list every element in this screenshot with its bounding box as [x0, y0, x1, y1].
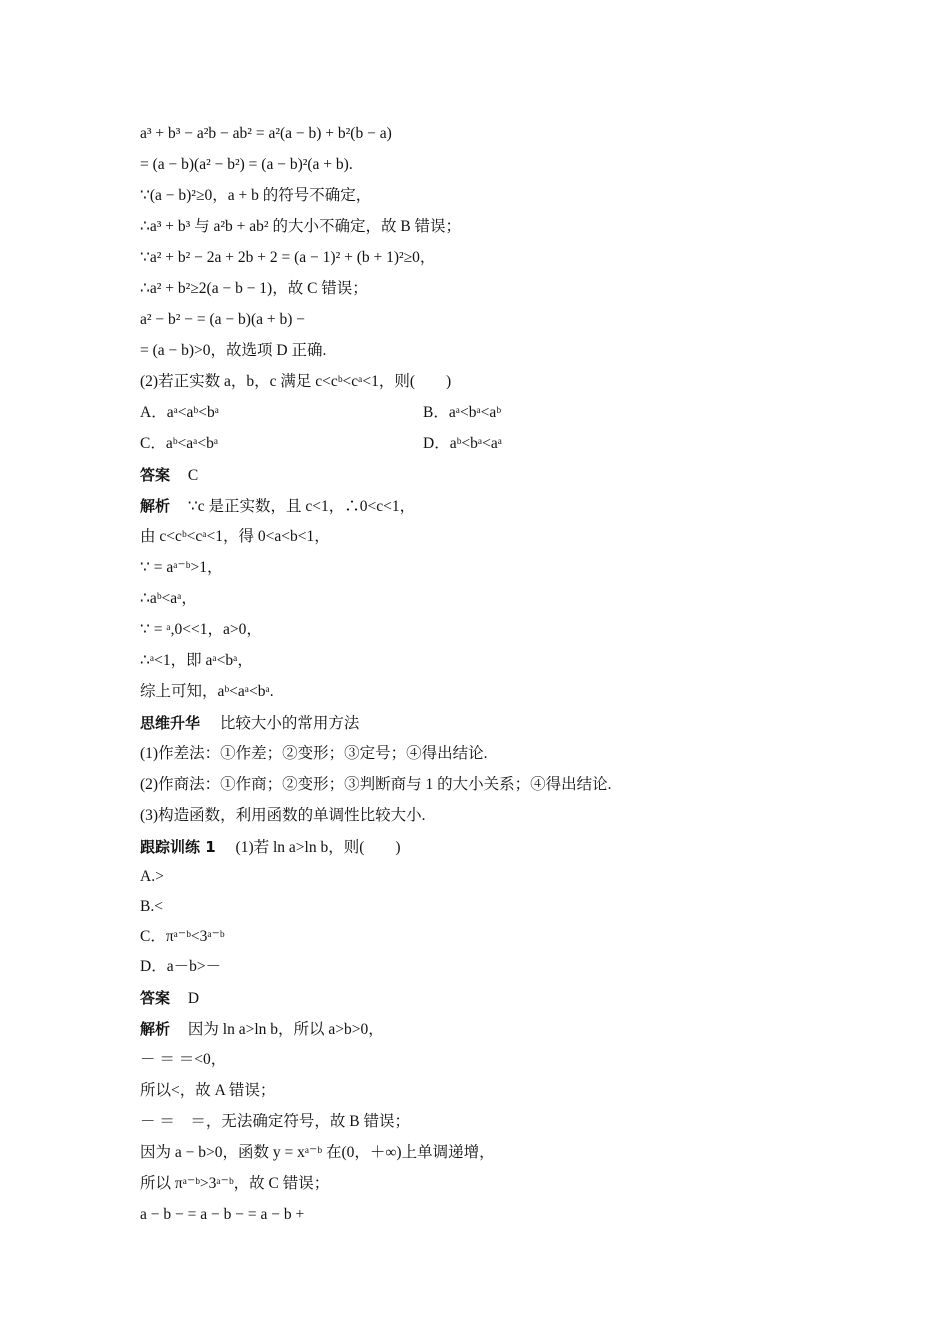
- option-row: [140, 434, 840, 454]
- text-line: 由 c<cᵇ<cᵃ<1，得 0<a<b<1，: [140, 528, 330, 545]
- text-line: － ＝ ＝<0，: [140, 1051, 227, 1068]
- practice-title: 跟踪训练 1: [140, 838, 216, 856]
- answer-line: [140, 465, 198, 486]
- text-line: a − b − = a − b − = a − b +: [140, 1206, 305, 1223]
- answer-label: 答案: [140, 989, 171, 1007]
- practice-heading: [140, 837, 401, 858]
- text-line: ∴a² + b²≥2(a − b − 1)，故 C 错误；: [140, 280, 368, 297]
- option-b: B．aᵃ<bᵃ<aᵇ: [423, 404, 502, 421]
- option-d: D．aᵇ<bᵃ<aᵃ: [423, 435, 502, 452]
- text-line: 所以 πᵃ⁻ᵇ>3ᵃ⁻ᵇ，故 C 错误；: [140, 1175, 330, 1192]
- summary-title: 思维升华: [140, 714, 201, 732]
- analysis-text: ∵c 是正实数，且 c<1，∴0<c<1，: [187, 498, 416, 515]
- analysis-label: 解析: [140, 1020, 171, 1038]
- text-line: = (a − b)>0，故选项 D 正确.: [140, 342, 327, 359]
- text-line: ∵ = ᵃ,0<<1，a>0，: [140, 621, 262, 638]
- text-line: ∵ = aᵃ⁻ᵇ>1，: [140, 559, 223, 576]
- text-line: 综上可知，aᵇ<aᵃ<bᵃ.: [140, 683, 274, 700]
- text-line: a² − b² − = (a − b)(a + b) −: [140, 311, 306, 328]
- text-line: － ＝ ＝，无法确定符号，故 B 错误；: [140, 1113, 410, 1130]
- analysis-line: [140, 1019, 384, 1040]
- option-a: A．aᵃ<aᵇ<bᵃ: [140, 404, 219, 421]
- option-c: C．aᵇ<aᵃ<bᵃ: [140, 435, 219, 452]
- analysis-line: [140, 496, 415, 517]
- answer-label: 答案: [140, 466, 171, 484]
- text-line: 因为 a − b>0，函数 y = xᵃ⁻ᵇ 在(0，＋∞)上单调递增，: [140, 1144, 495, 1161]
- summary-item: (1)作差法：①作差；②变形；③定号；④得出结论.: [140, 745, 488, 762]
- text-line: a³ + b³ − a²b − ab² = a²(a − b) + b²(b − a): [140, 125, 392, 142]
- text-line: ∴a³ + b³ 与 a²b + ab² 的大小不确定，故 B 错误；: [140, 218, 462, 235]
- text-line: = (a − b)(a² − b²) = (a − b)²(a + b).: [140, 156, 353, 173]
- summary-subtitle: 比较大小的常用方法: [219, 715, 360, 732]
- practice-question: (1)若 ln a>ln b，则( ): [235, 839, 401, 856]
- text-line: ∵a² + b² − 2a + 2b + 2 = (a − 1)² + (b + 1)²≥0，: [140, 249, 436, 266]
- text-line: ∴aᵇ<aᵃ，: [140, 590, 197, 607]
- text-line: ∵(a − b)²≥0，a + b 的符号不确定，: [140, 187, 372, 204]
- practice-option: C．πᵃ⁻ᵇ<3ᵃ⁻ᵇ: [140, 928, 225, 945]
- text-line: 所以<，故 A 错误；: [140, 1082, 276, 1099]
- option-row: [140, 403, 840, 423]
- answer-line: [140, 988, 199, 1009]
- practice-option: B.<: [140, 898, 163, 915]
- analysis-text: 因为 ln a>ln b，所以 a>b>0，: [187, 1021, 384, 1038]
- text-line: ∴ᵃ<1，即 aᵃ<bᵃ，: [140, 652, 253, 669]
- answer-value: D: [187, 990, 200, 1007]
- summary-item: (2)作商法：①作商；②变形；③判断商与 1 的大小关系；④得出结论.: [140, 776, 612, 793]
- question-stem: (2)若正实数 a，b，c 满足 c<cᵇ<cᵃ<1，则( ): [140, 373, 452, 390]
- summary-item: (3)构造函数，利用函数的单调性比较大小.: [140, 807, 426, 824]
- analysis-label: 解析: [140, 497, 171, 515]
- summary-heading: [140, 713, 359, 734]
- practice-option: A.>: [140, 868, 164, 885]
- practice-option: D．a－b>－: [140, 958, 222, 975]
- answer-value: C: [187, 467, 199, 484]
